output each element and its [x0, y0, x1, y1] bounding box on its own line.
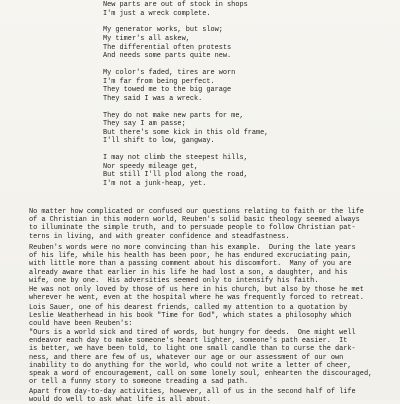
poem-line: My timer's all askew,: [103, 34, 190, 43]
paragraph-line: ness, and there are few of us, whatever our age or our assessment of our own: [29, 353, 344, 362]
paragraph-4: [29, 304, 374, 329]
poem-stanza-1: [103, 1, 363, 18]
paragraph-line: He was not only loved by those of us here in his church, but also by those he met: [29, 286, 364, 294]
poem-line: They say I am passe;: [103, 120, 186, 129]
poem-stanza-3: [103, 69, 363, 103]
poem-line: My color's faded, tires are worn: [103, 68, 236, 77]
paragraph-3: [29, 286, 374, 302]
paragraph-line: is better, we have been told, to light one small candle than to curse the dark-: [29, 345, 356, 354]
poem-line: I'll shift to low, gangway.: [103, 137, 215, 146]
poem-line: Nor speedy mileage get,: [103, 162, 199, 171]
paragraph-line: Leslie Weatherhead in his book "Time for God", which states a philosophy which: [29, 312, 352, 321]
poem-line: My generator works, but slow;: [103, 26, 223, 35]
paragraph-line: with little more than a passing comment about his discomfort. Many of you are: [29, 260, 352, 269]
poem-line: And needs some parts quite new.: [103, 52, 232, 61]
paragraph-line: Apart from day-to-day activities, however, all of us in the second half of life: [29, 388, 356, 396]
poem-line: But there's some kick in this old frame,: [103, 128, 269, 137]
paragraph-line: Reuben's words were no more convincing than his example. During the late years: [29, 244, 356, 252]
poem-line: New parts are out of stock in shops: [103, 1, 248, 9]
poem-line: I'm far from being perfect.: [103, 77, 215, 86]
paragraph-line: terns in living, and with greater confidence and steadfastness.: [29, 232, 290, 241]
poem: [103, 1, 363, 197]
paragraph-2: [29, 244, 374, 285]
poem-line: They said I was a wreck.: [103, 94, 203, 103]
paragraph-line: could have been Reuben's:: [29, 320, 133, 329]
paragraph-line: would do well to ask what life is all about.: [29, 396, 211, 404]
poem-line: They towed me to the big garage: [103, 86, 232, 95]
paragraph-line: wife, one by one. His adversities seemed only to intensify his faith.: [29, 276, 319, 285]
paragraph-5-quote: [29, 329, 374, 386]
paragraph-line: "Ours is a world sick and tired of words, but hungry for deeds. One might well: [29, 329, 356, 337]
paragraph-1: [29, 208, 374, 241]
poem-line: I'm not a junk-heap, yet.: [103, 179, 207, 188]
poem-stanza-2: [103, 26, 363, 60]
paragraph-line: of his life, while his health has been poor, he has endured excruciating pain,: [29, 252, 352, 261]
paragraph-line: Lois Sauer, one of his dearest friends, called my attention to a quotation by: [29, 304, 348, 312]
paragraph-line: speak a word of encouragement, call on some lonely soul, enhearten the discouraged,: [29, 370, 373, 379]
paragraph-line: already aware that earlier in his life he had lost a son, a daughter, and his: [29, 268, 348, 277]
paragraph-line: to illuminate the simple truth, and to persuade people to follow Christian pat-: [29, 224, 356, 233]
paragraph-line: or tell a funny story to someone treading a sad path.: [29, 378, 249, 387]
paragraph-line: inability to do anything for the world, who could not write a letter of cheer,: [29, 361, 352, 370]
paragraph-6: [29, 388, 374, 404]
poem-line: The differential often protests: [103, 43, 232, 52]
paragraph-line: of a Christian in this modern world, Reuben's solid basic theology seemed always: [29, 216, 360, 225]
poem-line: But still I'll plod along the road,: [103, 171, 248, 180]
paragraph-line: endeavor each day to make someone's heart lighter, someone's path easier. It: [29, 337, 348, 346]
paragraph-line: wherever he went, even at the hospital where he was frequently forced to retreat.: [29, 294, 364, 303]
paragraph-line: No matter how complicated or confused our questions relating to faith or the life: [29, 208, 364, 216]
poem-line: I'm just a wreck complete.: [103, 9, 211, 18]
poem-line: They do not make new parts for me,: [103, 111, 244, 120]
poem-line: I may not climb the steepest hills,: [103, 154, 248, 163]
poem-stanza-5: [103, 154, 363, 188]
poem-stanza-4: [103, 112, 363, 146]
